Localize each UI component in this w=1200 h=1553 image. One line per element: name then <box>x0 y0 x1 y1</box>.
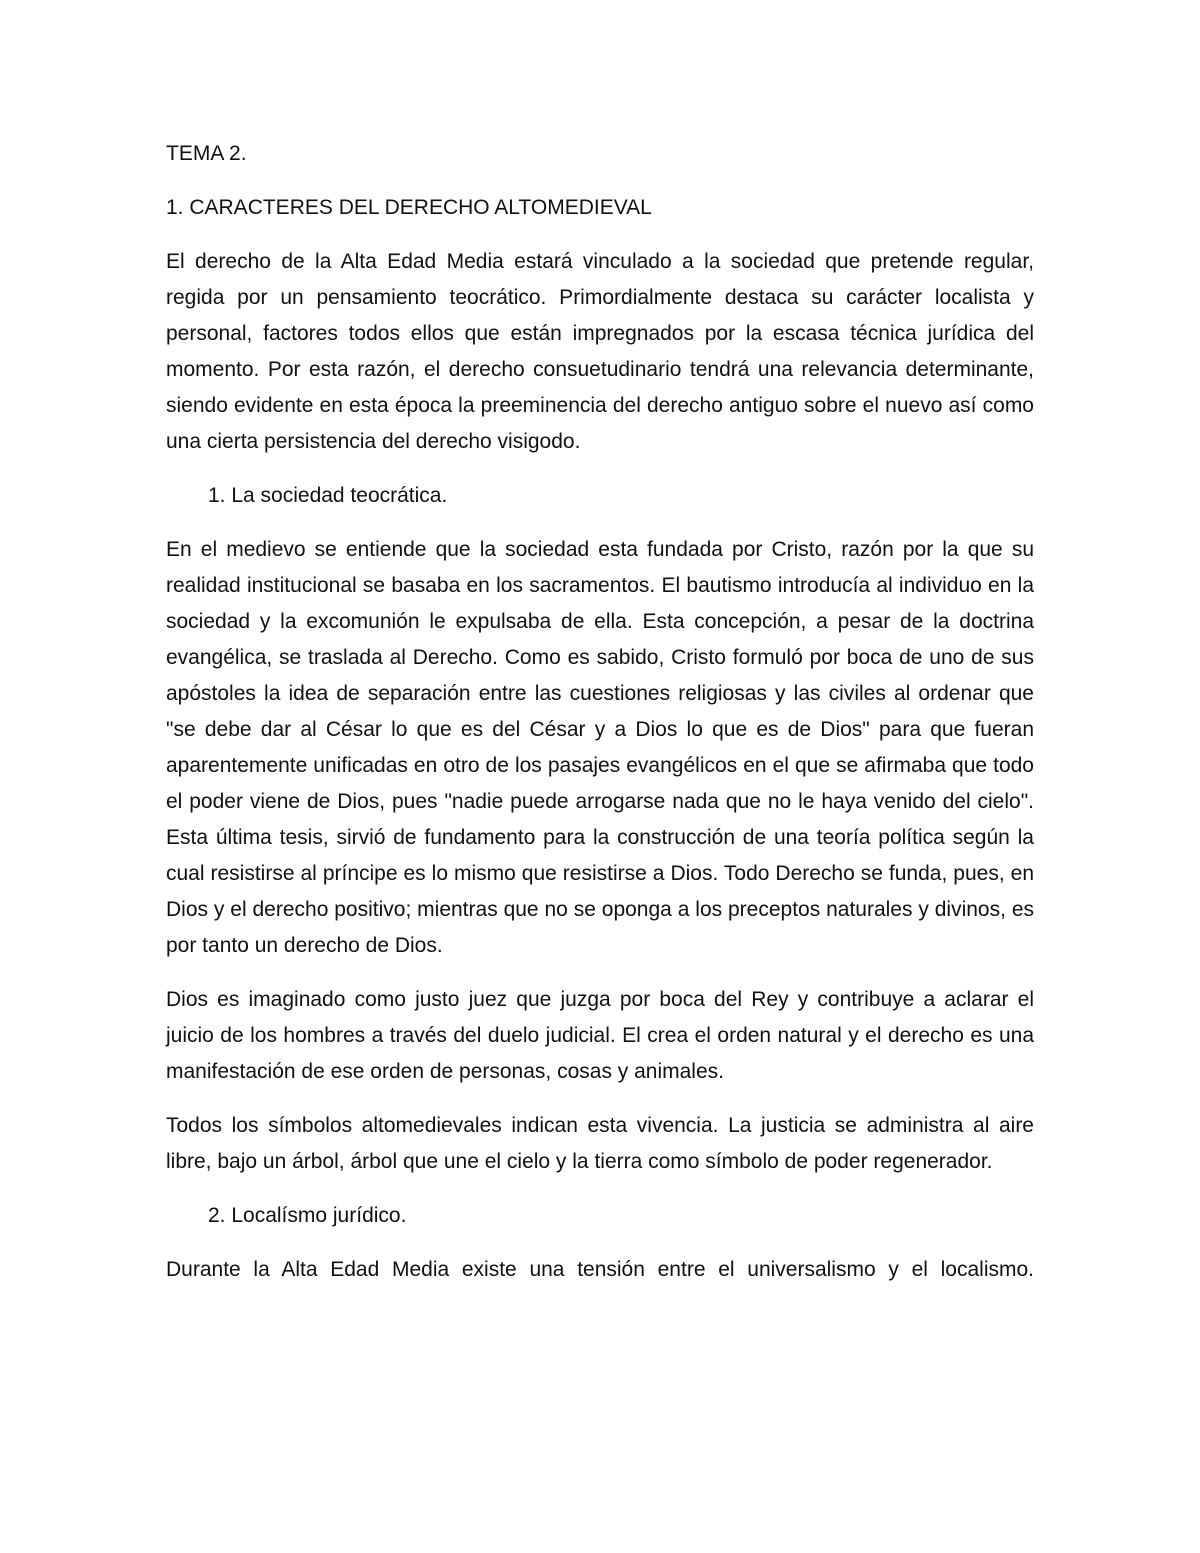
intro-paragraph: El derecho de la Alta Edad Media estará vinculado a la sociedad que pretende regular, regida por un pensamiento teocrático. Primordialmente destaca su carácter localista y personal, factores todos ellos que están impregnados por la escasa técnica jurídica del momento. Por esta razón, el derecho consuetudinario tendrá una relevancia determinante, siendo evidente en esta época la preeminencia del derecho antiguo sobre el nuevo así como una cierta persistencia del derecho visigodo. <box>166 250 1034 453</box>
document-title: TEMA 2. <box>166 142 247 165</box>
subsection-heading-1: 1. La sociedad teocrática. <box>208 484 448 507</box>
document-page <box>166 136 1034 1288</box>
paragraph-god-as-judge: Dios es imaginado como justo juez que juzga por boca del Rey y contribuye a aclarar el juicio de los hombres a través del duelo judicial. El crea el orden natural y el derecho es una manifestación de ese orden de personas, cosas y animales. <box>166 988 1034 1083</box>
section-heading: 1. CARACTERES DEL DERECHO ALTOMEDIEVAL <box>166 196 652 219</box>
paragraph-localism: Durante la Alta Edad Media existe una tensión entre el universalismo y el localismo. <box>166 1258 1034 1281</box>
paragraph-theocratic-society: En el medievo se entiende que la sociedad esta fundada por Cristo, razón por la que su realidad institucional se basaba en los sacramentos. El bautismo introducía al individuo en la sociedad y la excomunión le expulsaba de ella. Esta concepción, a pesar de la doctrina evangélica, se traslada al Derecho. Como es sabido, Cristo formuló por boca de uno de sus apóstoles la idea de separación entre las cuestiones religiosas y las civiles al ordenar que "se debe dar al César lo que es del César y a Dios lo que es de Dios" para que fueran aparentemente unificadas en otro de los pasajes evangélicos en el que se afirmaba que todo el poder viene de Dios, pues "nadie puede arrogarse nada que no le haya venido del cielo". Esta última tesis, sirvió de fundamento para la construcción de una teoría política según la cual resistirse al príncipe es lo mismo que resistirse a Dios. Todo Derecho se funda, pues, en Dios y el derecho positivo; mientras que no se oponga a los preceptos naturales y divinos, es por tanto un derecho de Dios. <box>166 538 1034 957</box>
paragraph-symbols: Todos los símbolos altomedievales indican esta vivencia. La justicia se administra al aire libre, bajo un árbol, árbol que une el cielo y la tierra como símbolo de poder regenerador. <box>166 1114 1034 1173</box>
subsection-heading-2: 2. Localísmo jurídico. <box>208 1204 407 1227</box>
